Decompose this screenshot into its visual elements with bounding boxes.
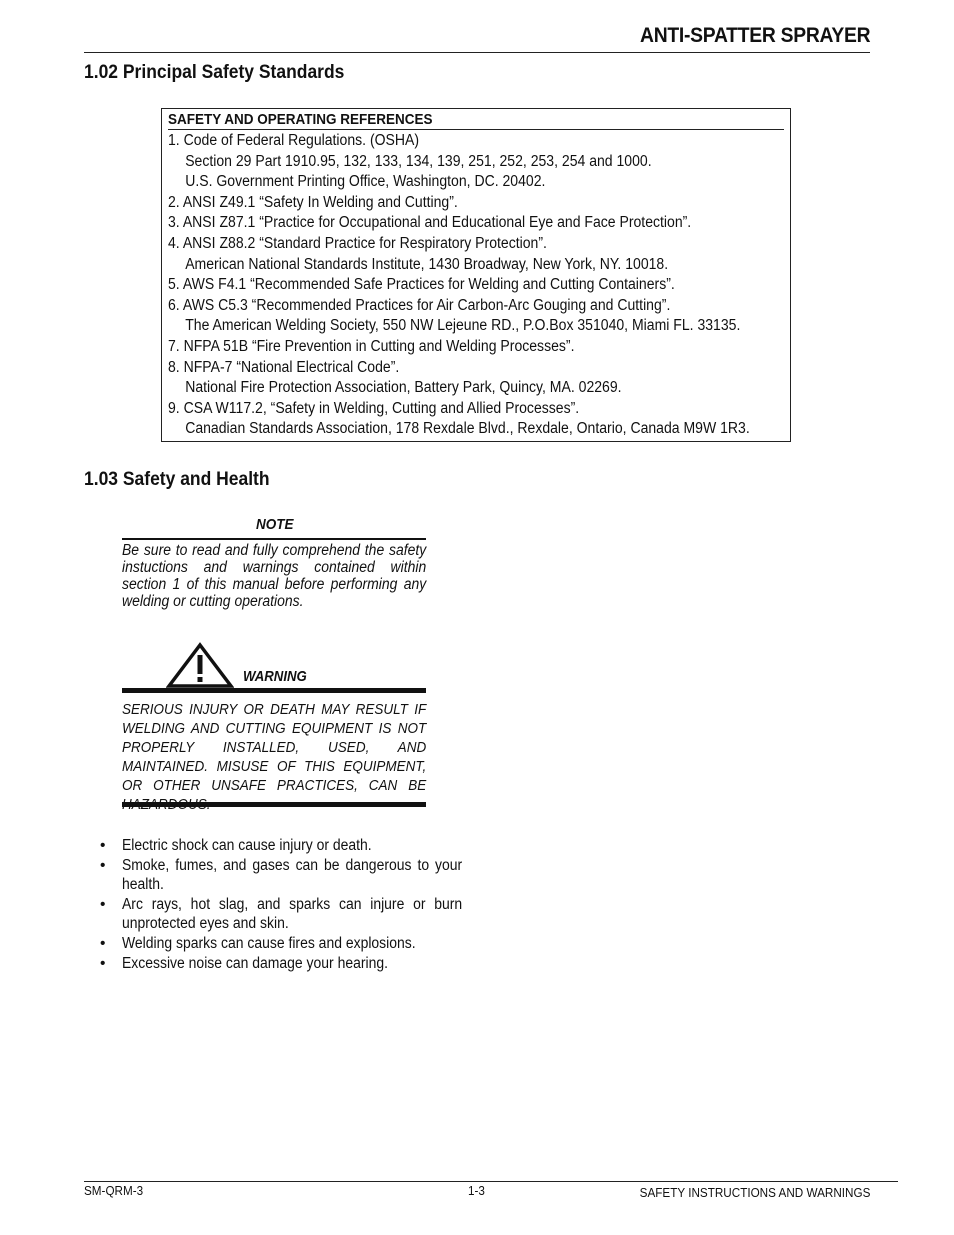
warning-body: SERIOUS INJURY OR DEATH MAY RESULT IF WELDING AND CUTTING EQUIPMENT IS NOT PROPERLY INSTALLED, USED, AND MAINTAINED. MISUSE OF THIS EQUIPMENT, OR OTHER UNSAFE PRACTICES, CAN BE [122, 701, 427, 794]
section-title-principal-safety-standards: 1.02 Principal Safety Standards [84, 62, 345, 83]
bullet-text: Smoke, fumes, and gases can be dangerous to your health. [122, 856, 463, 894]
reference-line: Section 29 Part 1910.95, 132, 133, 134, 139, 251, 252, 253, 254 and 1000. [185, 152, 652, 170]
reference-line: 4. ANSI Z88.2 “Standard Practice for Respiratory Protection”. [168, 234, 547, 252]
footer-rule [84, 1181, 898, 1182]
bullet-text: Excessive noise can damage your hearing. [122, 954, 388, 972]
header-rule [84, 52, 870, 53]
reference-line: 5. AWS F4.1 “Recommended Safe Practices for Welding and Cutting Containers”. [168, 276, 675, 294]
list-item [100, 954, 464, 974]
bullet-icon: • [100, 895, 106, 913]
reference-line: The American Welding Society, 550 NW Lejeune RD., P.O.Box 351040, Miami FL. 33135. [185, 317, 741, 335]
reference-line: American National Standards Institute, 1430 Broadway, New York, NY. 10018. [185, 255, 669, 273]
note-rule [122, 538, 426, 540]
list-item [100, 895, 464, 934]
list-item [100, 836, 464, 856]
reference-line: U.S. Government Printing Office, Washington, DC. 20402. [185, 173, 546, 191]
list-item [100, 856, 464, 895]
bullet-text: Welding sparks can cause fires and explosions. [122, 934, 416, 952]
section-title-safety-and-health: 1.03 Safety and Health [84, 469, 270, 490]
note-title: NOTE [256, 516, 294, 533]
bullet-icon: • [100, 837, 106, 854]
warning-triangle-icon [166, 642, 234, 688]
warning-rule-bottom [122, 802, 426, 807]
footer-page-number: 1-3 [468, 1183, 485, 1198]
hazard-bullet-list [100, 836, 464, 973]
page-header-title: ANTI-SPATTER SPRAYER [639, 24, 870, 47]
reference-line: 6. AWS C5.3 “Recommended Practices for Air Carbon-Arc Gouging and Cutting”. [168, 296, 671, 314]
reference-line: National Fire Protection Association, Battery Park, Quincy, MA. 02269. [185, 379, 622, 397]
warning-title: WARNING [243, 668, 307, 685]
reference-line: 1. Code of Federal Regulations. (OSHA) [168, 132, 420, 149]
reference-line: 2. ANSI Z49.1 “Safety In Welding and Cutting”. [168, 193, 458, 211]
footer-manual-code: SM-QRM-3 [84, 1183, 144, 1198]
reference-line: 8. NFPA-7 “National Electrical Code”. [168, 358, 400, 376]
references-box-title: SAFETY AND OPERATING REFERENCES [168, 111, 433, 128]
bullet-icon: • [100, 934, 106, 952]
note-body: Be sure to read and fully comprehend the safety instuctions and warnings contained within section 1 of this manual before performing any welding or cutting operations. [122, 542, 427, 610]
reference-line: 7. NFPA 51B “Fire Prevention in Cutting and Welding Processes”. [168, 337, 575, 355]
references-list [168, 131, 802, 440]
bullet-text: Electric shock can cause injury or death. [122, 837, 372, 854]
list-item [100, 934, 464, 954]
reference-line: Canadian Standards Association, 178 Rexdale Blvd., Rexdale, Ontario, Canada M9W 1R3. [185, 420, 750, 438]
references-title-rule [168, 129, 784, 130]
bullet-icon: • [100, 856, 106, 874]
bullet-text: Arc rays, hot slag, and sparks can injure or burn unprotected eyes and skin. [122, 895, 463, 933]
bullet-icon: • [100, 954, 106, 972]
reference-line: 9. CSA W117.2, “Safety in Welding, Cutting and Allied Processes”. [168, 399, 580, 417]
safety-references-box [161, 108, 791, 442]
warning-rule-top [122, 688, 426, 693]
reference-line: 3. ANSI Z87.1 “Practice for Occupational and Educational Eye and Face Protection”. [168, 214, 692, 232]
footer-section-name: SAFETY INSTRUCTIONS AND WARNINGS [639, 1185, 870, 1200]
